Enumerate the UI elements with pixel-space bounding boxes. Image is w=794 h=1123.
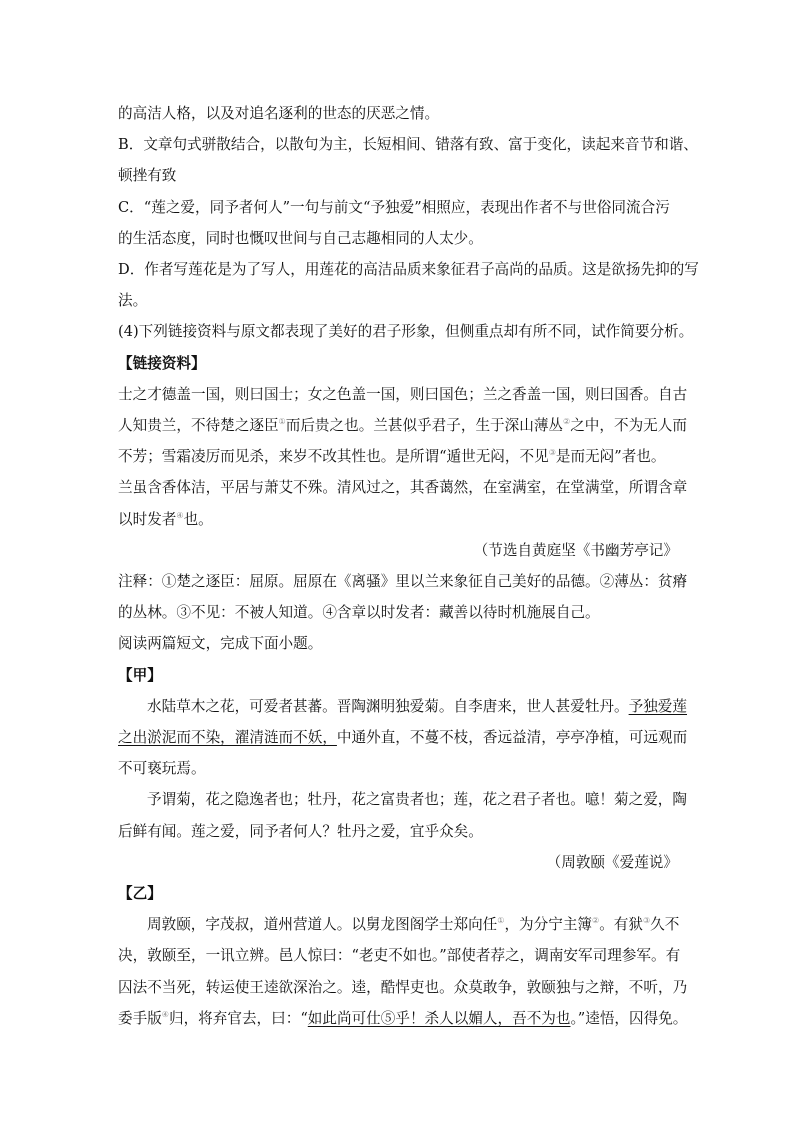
option-d-line-1: D．作者写莲花是为了写人，用莲花的高洁品质来象征君子高尚的品质。这是欲扬先抑的写 <box>118 261 699 279</box>
jia-text-b: 中通外直，不蔓不枝，香远益清，亭亭净植，可远观而 <box>336 729 688 747</box>
yi-line-1-text-b: ，为分宁主簿 <box>504 916 593 934</box>
yi-line-2: 决，敦颐至，一讯立辨。邑人惊曰：“老吏不如也。”部使者荐之，调南安军司理参军。有 <box>118 947 681 965</box>
jia-para-2-line-1: 予谓菊，花之隐逸者也；牡丹，花之富贵者也；莲，花之君子者也。噫！菊之爱，陶 <box>147 791 687 809</box>
yi-line-1-text-d: 久不 <box>650 916 680 934</box>
link-line-2-text-a: 人知贵兰，不待楚之逐臣 <box>118 417 279 435</box>
jia-para-1-line-3: 不可亵玩焉。 <box>118 760 206 778</box>
yi-line-4-text-a: 委手版 <box>118 1009 162 1027</box>
jia-para-2-line-2: 后鲜有闻。莲之爱，同予者何人？牡丹之爱，宜乎众矣。 <box>118 822 483 840</box>
option-c-line-1: C．“莲之爱，同予者何人”一句与前文“予独爱”相照应，表现出作者不与世俗同流合污 <box>118 198 670 216</box>
document-page <box>118 98 699 1034</box>
option-b-line-1: B．文章句式骈散结合，以散句为主，长短相间、错落有致、富于变化，读起来音节和谐、 <box>118 136 698 154</box>
option-c-line-2: 的生活态度，同时也慨叹世间与自己志趣相同的人太少。 <box>118 229 483 247</box>
jia-text-a: 水陆草木之花，可爱者甚蕃。晋陶渊明独爱菊。自李唐来，世人甚爱牡丹。 <box>147 697 629 715</box>
yi-line-4-text-c: 。”逵悟，囚得免。 <box>570 1009 688 1027</box>
link-line-2-text-c: 之中，不为无人而 <box>570 417 687 435</box>
link-line-5-text-b: 也。 <box>183 510 213 528</box>
notes-line-2: 的丛林。③不见：不被人知道。④含章以时发者：藏善以待时机施展自己。 <box>118 604 600 622</box>
yi-line-4-text-b: 归，将弃官去，曰：“ <box>168 1009 308 1027</box>
yi-line-1-text-a: 周敦颐，字茂叔，道州营道人。以舅龙图阁学士郑向任 <box>147 916 498 934</box>
footnote-mark-4: ④ <box>176 510 184 520</box>
footnote-mark-1: ① <box>278 417 286 427</box>
yi-line-1 <box>118 909 678 940</box>
yi-footnote-mark-2: ② <box>592 916 600 926</box>
link-source: （节选自黄庭坚《书幽芳亭记》 <box>473 541 678 559</box>
jia-heading: 【甲】 <box>118 666 162 684</box>
jia-underlined-1: 予独爱莲 <box>628 697 687 715</box>
yi-footnote-mark-3: ③ <box>642 916 651 926</box>
yi-underlined-quote: 如此尚可仕⑤乎！杀人以媚人，吾不为也 <box>307 1009 571 1027</box>
option-a-continuation: 的高洁人格，以及对追名逐利的世态的厌恶之情。 <box>118 105 440 122</box>
option-d-line-2: 法。 <box>118 292 148 310</box>
question-4: (4)下列链接资料与原文都表现了美好的君子形象，但侧重点却有所不同，试作简要分析。 <box>118 323 694 341</box>
link-line-2-text-b: 而后贵之也。兰甚似乎君子，生于深山薄丛 <box>285 417 564 435</box>
yi-line-1-text-c: 。有狱 <box>599 916 643 934</box>
link-line-4: 兰虽含香体洁，平居与萧艾不殊。清风过之，其香蔼然，在室满室，在堂满堂，所谓含章 <box>118 479 688 497</box>
notes-line-1: 注释：①楚之逐臣：屈原。屈原在《离骚》里以兰来象征自己美好的品德。②薄丛：贫瘠 <box>118 573 688 591</box>
link-line-2 <box>118 410 687 441</box>
link-line-1: 士之才德盖一国，则曰国士；女之色盖一国，则曰国色；兰之香盖一国，则曰国香。自古 <box>118 385 688 403</box>
link-line-5-text-a: 以时发者 <box>118 510 177 528</box>
link-line-3 <box>118 441 678 472</box>
link-material-heading: 【链接资料】 <box>118 354 206 372</box>
jia-para-1-line-2 <box>118 722 688 753</box>
jia-para-1-line-1 <box>118 691 687 722</box>
yi-heading: 【乙】 <box>118 885 162 903</box>
jia-underlined-2: 之出淤泥而不染，濯清涟而不妖， <box>118 729 337 747</box>
footnote-mark-2: ② <box>563 417 571 427</box>
link-line-3-text-b: 是而无闷”者也。 <box>555 448 666 466</box>
option-b-line-2: 顿挫有致 <box>118 167 177 185</box>
yi-line-3: 囚法不当死，转运使王逵欲深治之。逵，酷悍吏也。众莫敢争，敦颐独与之辩，不听，乃 <box>118 978 688 996</box>
footnote-mark-3: ③ <box>548 448 556 458</box>
yi-footnote-mark-4: ④ <box>161 1009 169 1019</box>
reading-instruction: 阅读两篇短文，完成下面小题。 <box>118 635 323 653</box>
link-line-3-text-a: 不芳；雪霜凌厉而见杀，来岁不改其性也。是所谓“遁世无闷，不见 <box>118 448 549 466</box>
yi-line-4 <box>118 1003 688 1034</box>
jia-source: （周敦颐《爱莲说》 <box>546 853 678 871</box>
link-line-5 <box>118 504 678 535</box>
yi-footnote-mark-1: ① <box>497 916 505 926</box>
